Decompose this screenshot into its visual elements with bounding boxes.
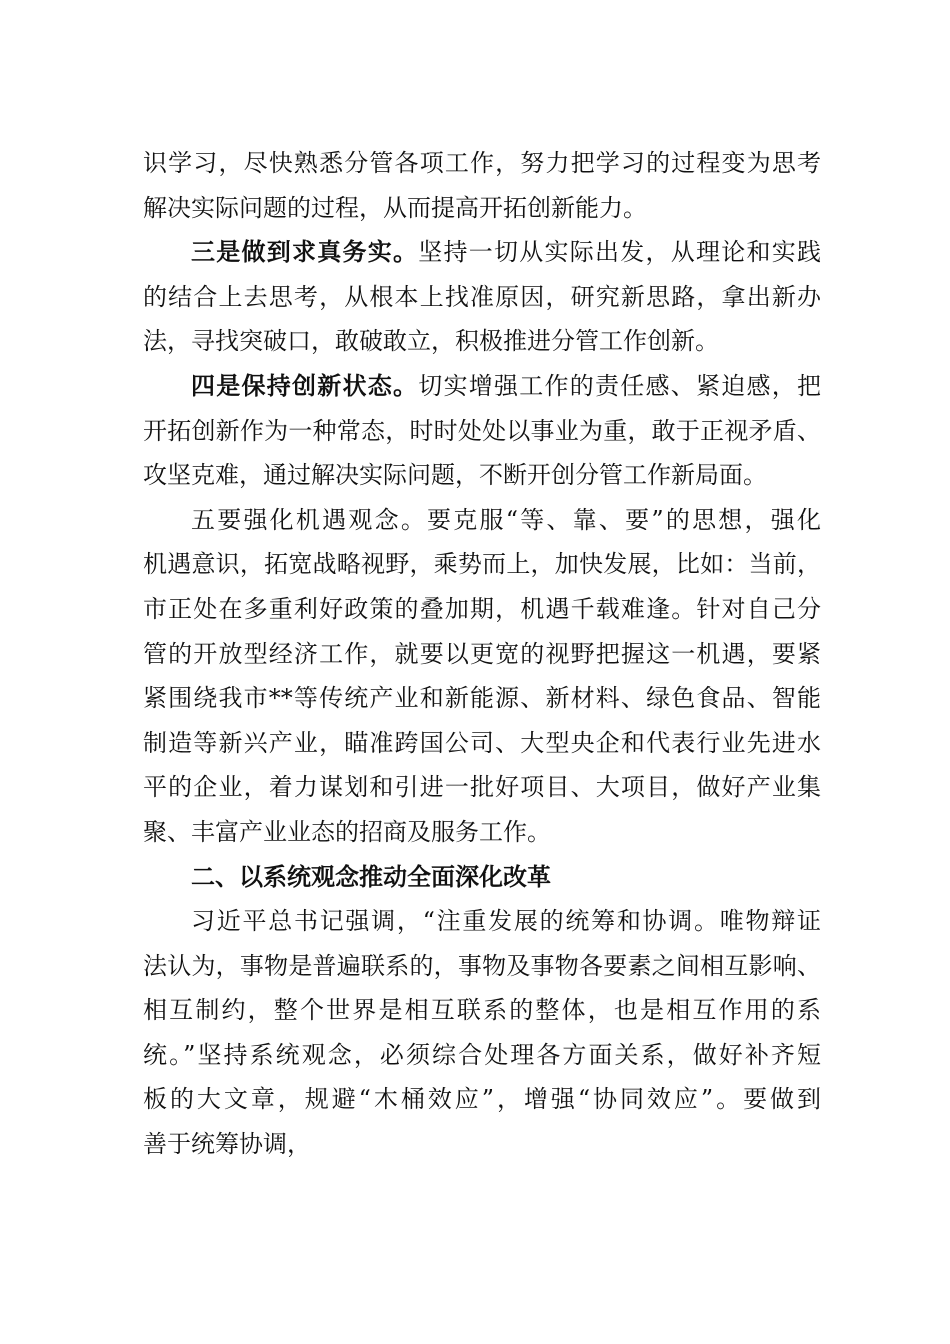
text-line: 平的企业，着力谋划和引进一批好项目、大项目，做好产业集: [143, 773, 821, 802]
text-line: 相互制约，整个世界是相互联系的整体，也是相互作用的系: [143, 996, 821, 1025]
text-line: 识学习，尽快熟悉分管各项工作，努力把学习的过程变为思考: [143, 149, 821, 177]
text-line: 开拓创新作为一种常态，时时处处以事业为重，敢于正视矛盾、: [143, 416, 821, 445]
text-line: 的结合上去思考，从根本上找准原因，研究新思路，拿出新办: [143, 282, 821, 311]
text-line: 习近平总书记强调，“注重发展的统筹和协调。唯物辩证: [191, 907, 821, 936]
document-page: [143, 141, 821, 1167]
text-line: 攻坚克难，通过解决实际问题，不断开创分管工作新局面。: [143, 461, 767, 490]
text-line: 法，寻找突破口，敢破敢立，积极推进分管工作创新。: [143, 327, 719, 356]
text-line: 解决实际问题的过程，从而提高开拓创新能力。: [143, 193, 647, 222]
section-heading: 二、以系统观念推动全面深化改革: [191, 862, 551, 891]
text-line: 聚、丰富产业业态的招商及服务工作。: [143, 817, 551, 846]
paragraph-lead: 三是做到求真务实。: [191, 237, 419, 267]
text-line: 五要强化机遇观念。要克服“等、靠、要”的思想，强化: [191, 505, 821, 534]
text-line: [143, 230, 821, 275]
text-line: 统。”坚持系统观念，必须综合处理各方面关系，做好补齐短: [143, 1040, 821, 1069]
text-line: 板的大文章，规避“木桶效应”，增强“协同效应”。要做到: [143, 1085, 821, 1114]
text-span: 坚持一切从实际出发，从理论和实践: [418, 238, 821, 267]
text-line: 善于统筹协调，: [143, 1130, 311, 1159]
text-line: 机遇意识，拓宽战略视野，乘势而上，加快发展，比如：当前，: [143, 550, 821, 579]
text-line: 法认为，事物是普遍联系的，事物及事物各要素之间相互影响、: [143, 951, 821, 980]
text-span: 切实增强工作的责任感、紧迫感，把: [418, 371, 821, 400]
text-line: [143, 364, 821, 409]
text-line: 紧围绕我市**等传统产业和新能源、新材料、绿色食品、智能: [143, 684, 821, 713]
text-line: 市正处在多重利好政策的叠加期，机遇千载难逢。针对自己分: [143, 594, 821, 623]
text-line: 制造等新兴产业，瞄准跨国公司、大型央企和代表行业先进水: [143, 728, 821, 757]
text-line: 管的开放型经济工作，就要以更宽的视野把握这一机遇，要紧: [143, 639, 821, 668]
paragraph-lead: 四是保持创新状态。: [191, 370, 419, 400]
